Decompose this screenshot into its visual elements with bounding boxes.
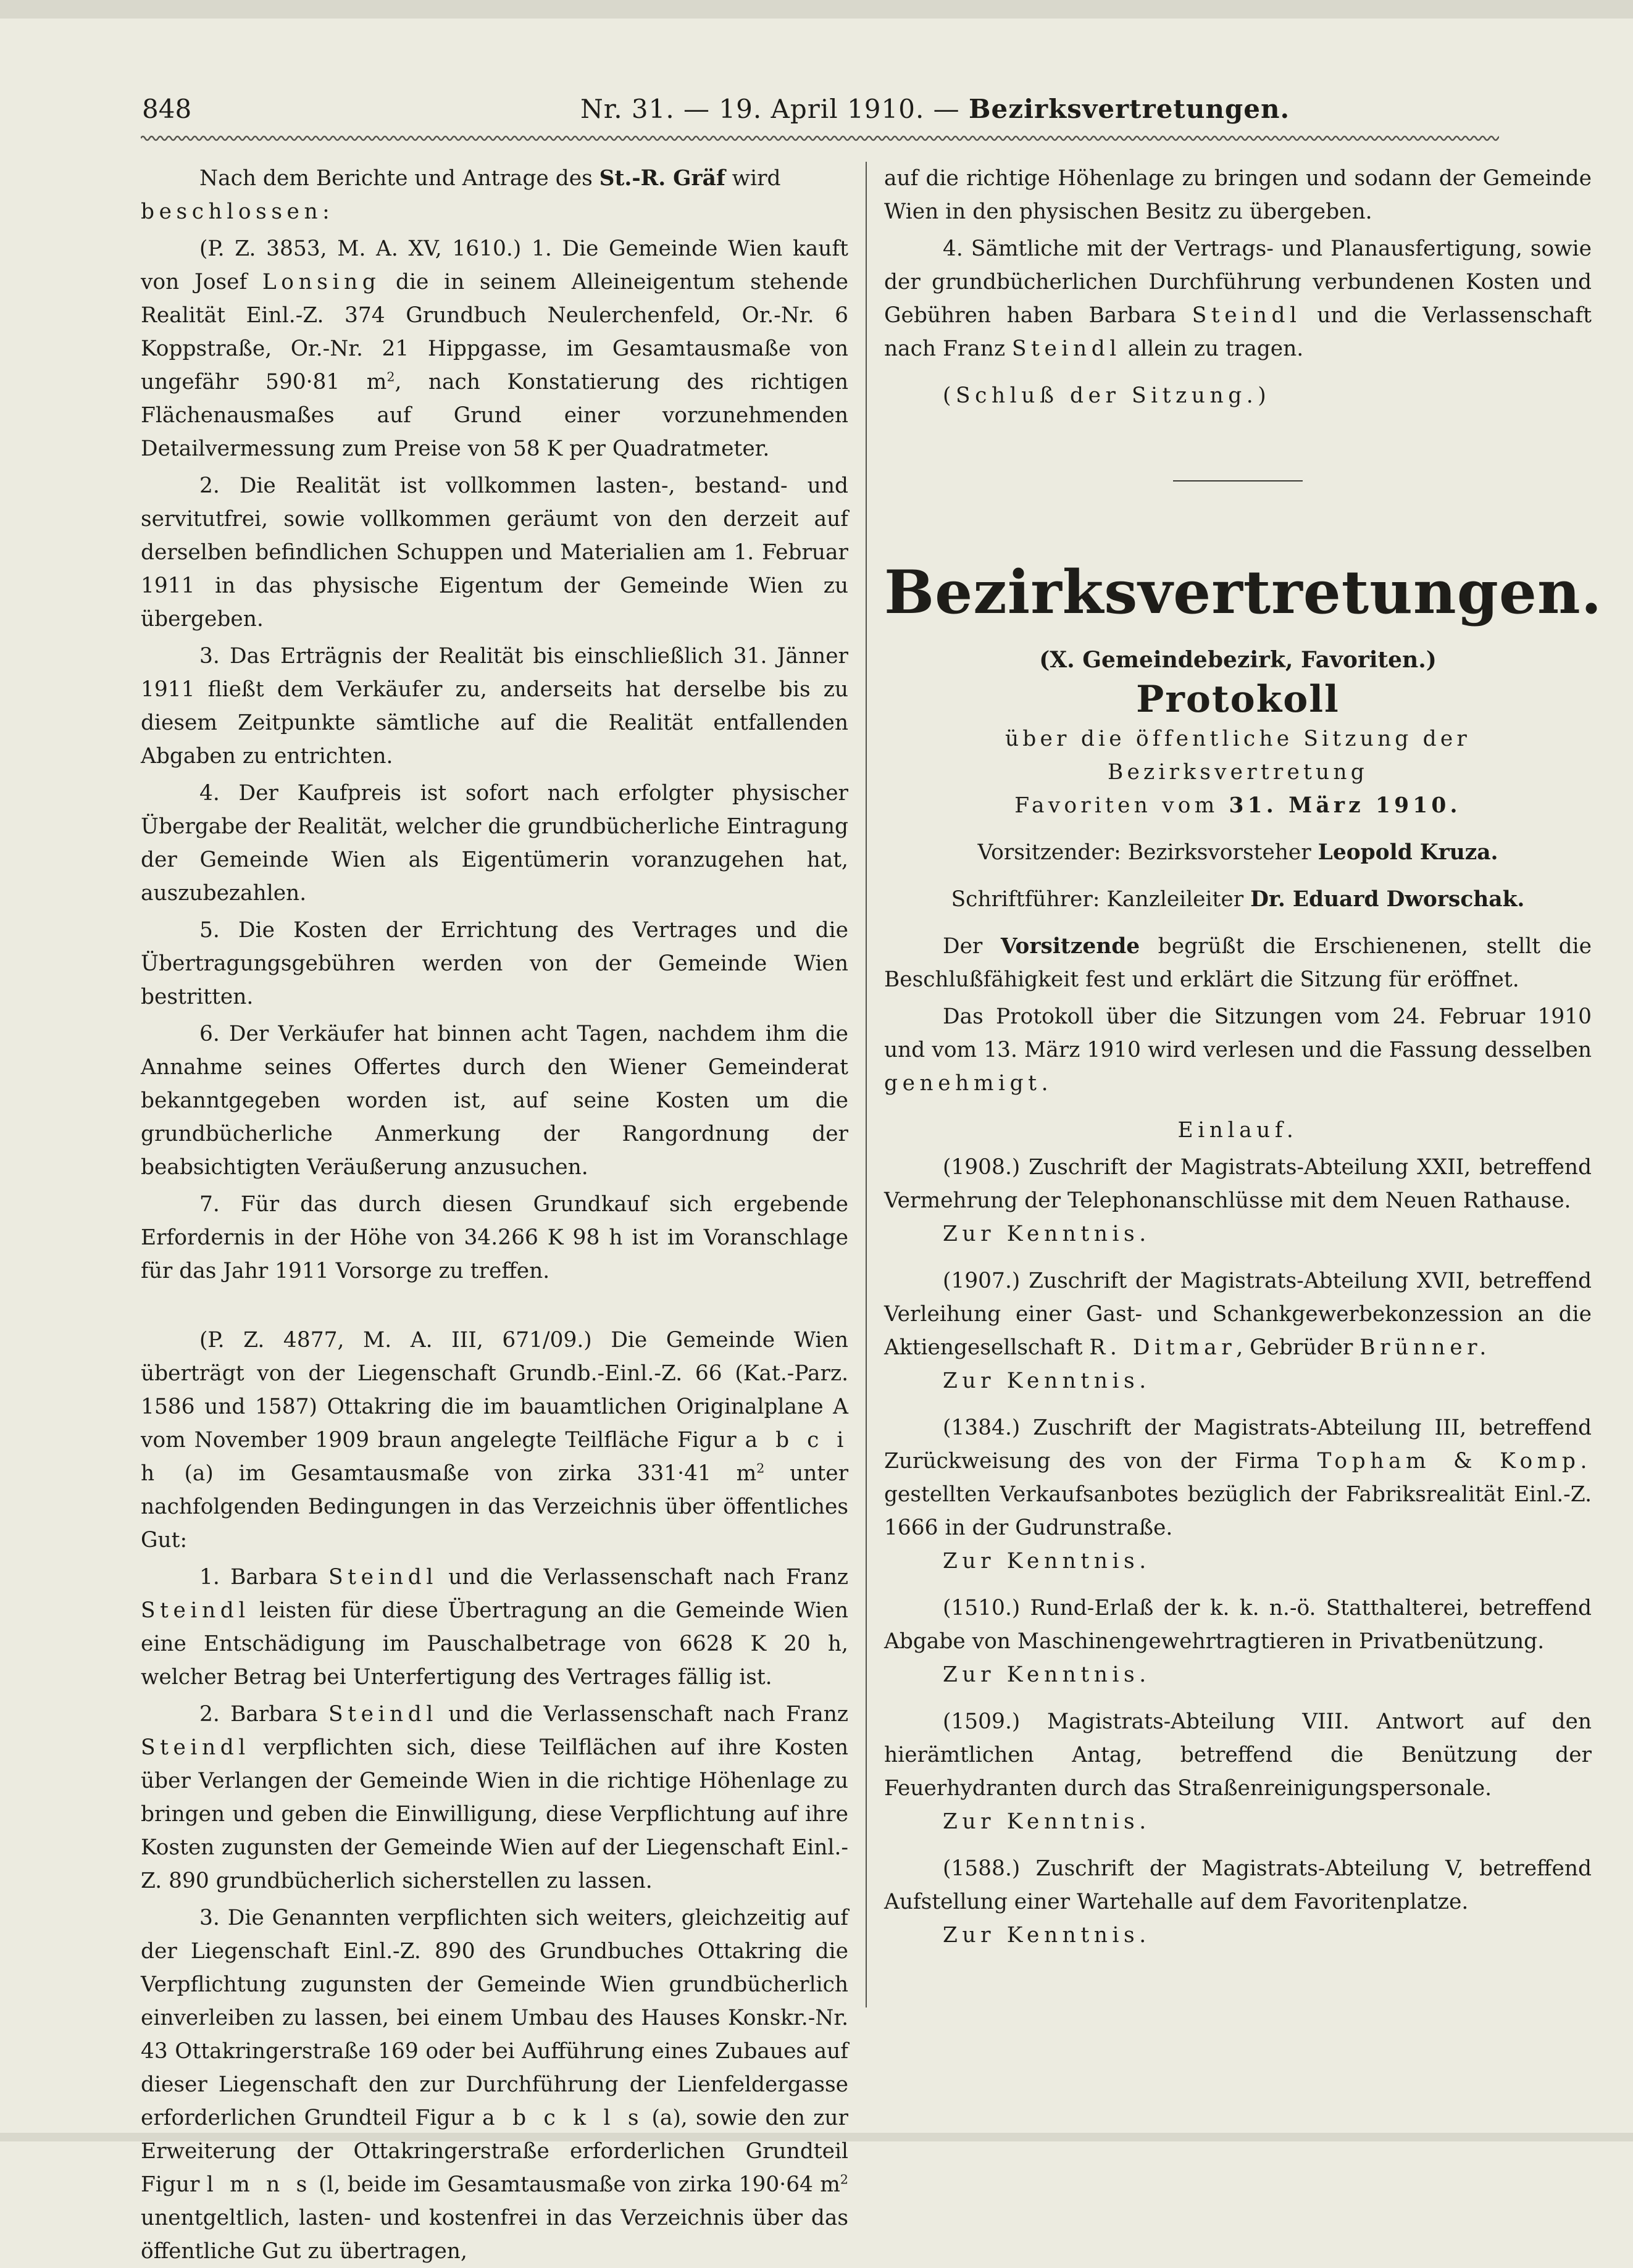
entry-1384: (1384.) Zuschrift der Magistrats-Abteilung III, betreffend Zurückweisung des von der Firma Topham & Komp. gestellten Verkaufsanbotes bezüglich der Fabriksrealität Einl.-Z. 1666 in der Gudrunstraße. xyxy=(884,1415,1592,1540)
name-steindl: Steindl xyxy=(1192,303,1301,328)
einlauf-heading: Einlauf. xyxy=(1177,1118,1298,1143)
councillor-name: St.-R. Gräf xyxy=(599,166,725,191)
entry-1907: (1907.) Zuschrift der Magistrats-Abteilung XVII, betreffend Verleihung einer Gast- und Schankgewerbekonzession an die Aktiengesellschaft R. Ditmar, Gebrüder Brünner. xyxy=(884,1269,1592,1360)
column-divider xyxy=(866,162,867,2007)
seller-name: Lonsing xyxy=(262,270,381,294)
name-steindl: Steindl xyxy=(328,1565,438,1590)
resolution-item-6: 6. Der Verkäufer hat binnen acht Tagen, nachdem ihm die Annahme seines Offertes durch den Wiener Gemeinderat bekanntgegeben worden ist, auf seine Kosten um die grundbücherliche Anmerkung der Rangordnung der beabsichtigten Veräußerung anzusuchen. xyxy=(141,1022,848,1180)
running-head-issue: Nr. 31. — 19. April 1910. — xyxy=(580,94,969,124)
intro-text-end: wird xyxy=(725,166,781,191)
chairman-name: Leopold Kruza. xyxy=(1318,840,1498,865)
name-steindl: Steindl xyxy=(141,1735,250,1760)
session-close: (Schluß der Sitzung.) xyxy=(943,383,1271,408)
header-wavy-rule xyxy=(141,135,1499,142)
entry-1588: (1588.) Zuschrift der Magistrats-Abteilung V, betreffend Aufstellung einer Wartehalle auf dem Favoritenplatze. xyxy=(884,1856,1592,1914)
running-head xyxy=(580,94,1290,124)
resolution-item-4: 4. Der Kaufpreis ist sofort nach erfolgter physischer Übergabe der Realität, welcher die grundbücherliche Eintragung der Gemeinde Wien als Eigentümerin voranzugehen hat, auszubezahlen. xyxy=(141,781,848,906)
approved-word: genehmigt. xyxy=(884,1071,1053,1096)
page-number: 848 xyxy=(142,94,192,124)
condition-3: 3. Die Genannten verpflichten sich weiters, gleichzeitig auf der Liegenschaft Einl.-Z. 890 des Grundbuches Ottakring die Verpflichtung zugunsten der Gemeinde Wien grundbücherlich einverleiben zu lassen, bei einem Umbau des Hauses Konskr.-Nr. 43 Ottakringerstraße 169 oder bei Aufführung eines Zubaues auf dieser Liegenschaft den zur Durchführung der Lienfeldergasse erforderlichen Grundteil Figur a b c k l s (a), sowie den zur Erweiterung der Ottakringerstraße erforderlichen Grundteil Figur l m n s (l, beide im Gesamtausmaße von zirka 190·64 $m^2$ unentgeltlich, lasten- und kostenfrei in das Verzeichnis über das öffentliche Gut zu übertragen, xyxy=(141,1906,848,2264)
company-name: Brünner. xyxy=(1359,1335,1491,1360)
chairman-line: Vorsitzender: Bezirksvorsteher Leopold Kruza. xyxy=(977,840,1498,865)
entry-1908: (1908.) Zuschrift der Magistrats-Abteilung XXII, betreffend Vermehrung der Telephonanschlüsse mit dem Neuen Rathause. xyxy=(884,1155,1592,1213)
condition-4: 4. Sämtliche mit der Vertrags- und Planausfertigung, sowie der grundbücherlichen Durchführung verbundenen Kosten und Gebühren haben Barbara Steindl und die Verlassenschaft nach Franz Steindl allein zu tragen. xyxy=(884,236,1592,361)
name-steindl: Steindl xyxy=(1012,336,1121,361)
protokoll-subtitle-1: über die öffentliche Sitzung der Bezirksvertretung xyxy=(1004,727,1471,785)
name-steindl: Steindl xyxy=(141,1598,250,1623)
protokoll-title: Protokoll xyxy=(1136,678,1340,721)
zur-kenntnis: Zur Kenntnis. xyxy=(943,1222,1151,1246)
condition-2: 2. Barbara Steindl und die Verlassenschaft nach Franz Steindl verpflichten sich, diese Teilflächen auf ihre Kosten über Verlangen der Gemeinde Wien in die richtige Höhenlage zu bringen und geben die Einwilligung, diese Verpflichtung auf ihre Kosten zugunsten der Gemeinde Wien auf der Liegenschaft Einl.-Z. 890 grundbücherlich sicherstellen zu lassen. xyxy=(141,1702,848,1893)
secretary-name: Dr. Eduard Dworschak. xyxy=(1250,887,1525,912)
zur-kenntnis: Zur Kenntnis. xyxy=(943,1923,1151,1948)
left-column xyxy=(141,162,848,2268)
resolution-intro xyxy=(141,162,848,228)
zur-kenntnis: Zur Kenntnis. xyxy=(943,1809,1151,1834)
figure-letters: l m n s xyxy=(206,2172,312,2197)
right-column xyxy=(884,162,1603,1952)
entry-1510: (1510.) Rund-Erlaß der k. k. n.-ö. Statthalterei, betreffend Abgabe von Maschinengewehrtragtieren in Privatbenützung. xyxy=(884,1596,1592,1654)
resolution-item-5: 5. Die Kosten der Errichtung des Vertrages und die Übertragungsgebühren werden von der Gemeinde Wien bestritten. xyxy=(141,918,848,1009)
name-steindl: Steindl xyxy=(328,1702,438,1727)
intro-beschlossen: beschlossen: xyxy=(141,199,335,224)
chair-title: Vorsitzende xyxy=(1000,934,1140,959)
resolution-item-3: 3. Das Erträgnis der Realität bis einschließlich 31. Jänner 1911 fließt dem Verkäufer zu, anderseits hat derselbe bis zu diesem Zeitpunkte sämtliche auf die Realität entfallenden Abgaben zu entrichten. xyxy=(141,644,848,769)
firm-name: Topham & Komp. xyxy=(1317,1449,1592,1474)
intro-text: Nach dem Berichte und Antrage des xyxy=(199,166,599,191)
opening-paragraph: Der Vorsitzende begrüßt die Erschienenen, stellt die Beschlußfähigkeit fest und erklärt die Sitzung für eröffnet. xyxy=(884,934,1592,992)
condition-1: 1. Barbara Steindl und die Verlassenschaft nach Franz Steindl leisten für diese Übertragung an die Gemeinde Wien eine Entschädigung im Pauschalbetrage von 6628 K 20 h, welcher Betrag bei Unterfertigung des Vertrages fällig ist. xyxy=(141,1565,848,1690)
condition-3-continued: auf die richtige Höhenlage zu bringen und sodann der Gemeinde Wien in den physischen Besitz zu übergeben. xyxy=(884,166,1592,224)
figure-letters: a b c k l s xyxy=(482,2106,644,2130)
running-head-section: Bezirksvertretungen. xyxy=(969,94,1290,124)
zur-kenntnis: Zur Kenntnis. xyxy=(943,1549,1151,1574)
section-divider xyxy=(1173,480,1303,482)
resolution-item-1: (P. Z. 3853, M. A. XV, 1610.) 1. Die Gemeinde Wien kauft von Josef Lonsing die in seinem Alleineigentum stehende Realität Einl.-Z. 374 Grundbuch Neulerchenfeld, Or.-Nr. 6 Koppstraße, Or.-Nr. 21 Hippgasse, im Gesamtausmaße von ungefähr 590·81 $m^2$, nach Konstatierung des richtigen Flächenausmaßes auf Grund einer vorzunehmenden Detailvermessung zum Preise von 58 K per Quadratmeter. xyxy=(141,236,849,461)
zur-kenntnis: Zur Kenntnis. xyxy=(943,1369,1151,1393)
resolution-item-2: 2. Die Realität ist vollkommen lasten-, bestand- und servitutfrei, sowie vollkommen geräumt von den derzeit auf derselben befindlichen Schuppen und Materialien am 1. Februar 1911 in das physische Eigentum der Gemeinde Wien zu übergeben. xyxy=(141,473,848,632)
scan-border-top xyxy=(0,0,1633,19)
minutes-paragraph: Das Protokoll über die Sitzungen vom 24. Februar 1910 und vom 13. März 1910 wird verlesen und die Fassung desselben genehmigt. xyxy=(884,1004,1592,1096)
protokoll-subtitle-2: Favoriten vom 31. März 1910. xyxy=(1014,793,1461,818)
zur-kenntnis: Zur Kenntnis. xyxy=(943,1662,1151,1687)
entry-1509: (1509.) Magistrats-Abteilung VIII. Antwort auf den hierämtlichen Antag, betreffend die Benützung der Feuerhydranten durch das Straßenreinigungspersonale. xyxy=(884,1709,1592,1801)
resolution-item-7: 7. Für das durch diesen Grundkauf sich ergebende Erfordernis in der Höhe von 34.266 K 98 h ist im Voranschlage für das Jahr 1911 Vorsorge zu treffen. xyxy=(141,1192,848,1283)
session-date: 31. März 1910. xyxy=(1229,793,1461,818)
figure-letters: a b c i h xyxy=(141,1428,848,1486)
wavy-line xyxy=(141,136,1499,140)
company-name: R. Ditmar xyxy=(1089,1335,1237,1360)
section-title: Bezirksvertretungen. xyxy=(884,557,1603,627)
secretary-line: Schriftführer: Kanzleileiter Dr. Eduard Dworschak. xyxy=(951,887,1525,912)
district-line: (X. Gemeindebezirk, Favoriten.) xyxy=(1039,647,1437,673)
resolution-2-intro: (P. Z. 4877, M. A. III, 671/09.) Die Gemeinde Wien überträgt von der Liegenschaft Grundb.-Einl.-Z. 66 (Kat.-Parz. 1586 und 1587) Ottakring die im bauamtlichen Originalplane A vom November 1909 braun angelegte Teilfläche Figur a b c i h (a) im Gesamtausmaße von zirka 331·41 $m^2$ unter nachfolgenden Bedingungen in das Verzeichnis über öffentliches Gut: xyxy=(141,1328,849,1553)
